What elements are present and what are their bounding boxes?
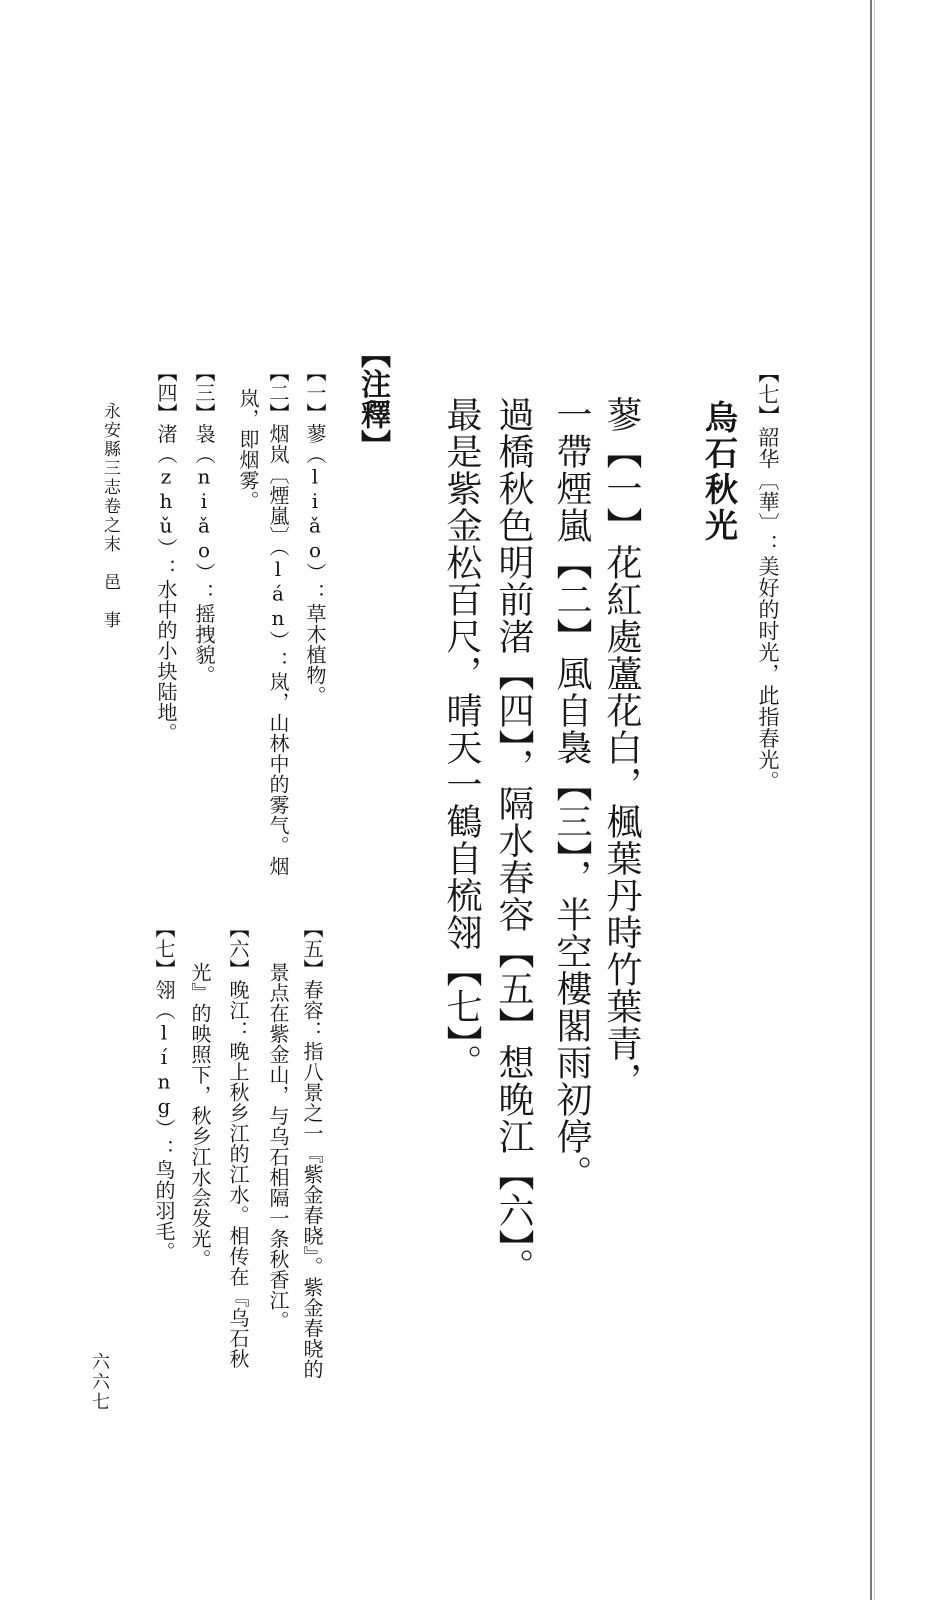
note-5-continuation: 景点在紫金山，与乌石相隔一条秋香江。	[266, 962, 290, 1331]
poem-line-4: 最是紫金松百尺，晴天一鶴自梳翎【七】。	[441, 396, 482, 1081]
note-5: 【五】春容：指八景之一『紫金春晓』。紫金春晓的	[300, 918, 324, 1380]
page-edge-shadow	[874, 0, 875, 1600]
note-7: 【七】翎（líng）：鸟的羽毛。	[152, 918, 176, 1262]
notes-heading: 【注釋】	[355, 338, 390, 460]
note-4: 【四】渚（zhǔ）：水中的小块陆地。	[154, 362, 178, 743]
poem-line-2: 一帶煙嵐【二】風自裊【三】，半空樓閣雨初停。	[551, 396, 592, 1192]
note-2-continuation: 岚，即烟雾。	[236, 388, 260, 511]
note-2: 【二】烟岚〔煙嵐〕（lán）：岚，山林中的雾气。烟	[266, 362, 290, 877]
previous-note-7: 【七】韶华〔華〕：美好的时光，此指春光。	[756, 362, 780, 792]
note-3: 【三】袅（niǎo）：摇拽貌。	[192, 362, 216, 686]
running-head: 永安縣三志卷之末 邑 事	[100, 402, 120, 630]
note-6-continuation: 光』的映照下，秋乡江水会发光。	[188, 962, 212, 1270]
poem-line-1: 蓼【一】花紅處蘆花白，楓葉丹時竹葉青，	[601, 396, 642, 1099]
note-1: 【一】蓼（liǎo）：草木植物。	[303, 362, 327, 706]
page-number: 六六七	[89, 1352, 110, 1412]
note-6: 【六】晚江：晚上秋乡江的江水。相传在『乌石秋	[226, 918, 250, 1369]
poem-line-3: 過橋秋色明前渚【四】，隔水春容【五】想晚江【六】。	[493, 396, 534, 1285]
poem-title: 烏石秋光	[700, 400, 739, 544]
page-edge-line	[870, 0, 872, 1600]
